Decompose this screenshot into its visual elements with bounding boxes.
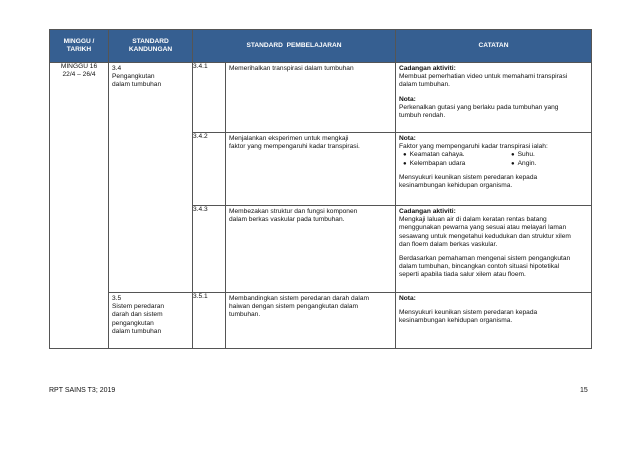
sp-line: Menjalankan eksperimen untuk mengkaji: [229, 135, 349, 142]
header-sk-line2: KANDUNGAN: [128, 46, 173, 53]
header-catatan: CATATAN: [396, 30, 592, 63]
nota-line: tumbuh rendah.: [399, 112, 446, 120]
standard-kandungan-3-5: [109, 293, 193, 349]
sk-code: 3.5: [112, 295, 122, 302]
catatan-cell: [396, 133, 592, 206]
table-row: [50, 63, 592, 133]
sp-description: [226, 133, 396, 206]
cadangan-line: dalam tumbuhan.: [399, 81, 450, 89]
header-minggu-line1: MINGGU /: [63, 38, 95, 45]
cadangan-line: Membuat pemerhatian video untuk memahami transpirasi: [399, 73, 568, 81]
nota-title: Nota:: [399, 295, 416, 302]
sk-title-line: Sistem peredaran: [112, 303, 165, 311]
header-standard-kandungan: [109, 30, 193, 63]
sp-description: [226, 206, 396, 293]
cadangan-title: Cadangan aktiviti:: [399, 208, 456, 215]
sk-title-line: Pengangkutan: [112, 73, 155, 81]
sk-title-line: dalam tumbuhan: [112, 327, 162, 335]
sk-title-line: dalam tumbuhan: [112, 81, 162, 89]
header-minggu: [50, 30, 109, 63]
sp-line: Memerihalkan transpirasi dalam tumbuhan: [229, 65, 354, 72]
catatan-cell: [396, 206, 592, 293]
sk-code: 3.4: [112, 65, 122, 72]
bullet-icon: ●: [511, 160, 515, 167]
sp-line: Membezakan struktur dan fungsi komponen: [229, 208, 358, 215]
sp-number: 3.4.3: [193, 206, 226, 293]
footer-document-title: RPT SAINS T3; 2019: [49, 387, 116, 394]
sp-number: 3.5.1: [193, 293, 226, 349]
catatan-cell: [396, 293, 592, 349]
sk-title-line: darah dan sistem: [112, 311, 163, 319]
nota-line: kesinambungan kehidupan organisma.: [399, 182, 513, 190]
footer-page-number: 15: [580, 387, 588, 394]
note-line: seperti apabila tiada salur xilem atau floem.: [399, 271, 526, 279]
table-row: [50, 293, 592, 349]
standard-kandungan-3-4: [109, 63, 193, 293]
bullet-item: Kelembapan udara: [409, 159, 466, 167]
week-label: MINGGU 16: [60, 63, 98, 70]
sp-number: 3.4.1: [193, 63, 226, 133]
week-dates: 22/4 – 26/4: [62, 71, 96, 79]
bullet-item: Suhu.: [517, 151, 535, 159]
sp-line: tumbuhan.: [229, 311, 261, 319]
cadangan-line: menggunakan pewarna yang sesuai atau melayari laman: [399, 224, 567, 232]
bullet-icon: ●: [403, 152, 407, 159]
nota-title: Nota:: [399, 95, 416, 103]
cadangan-line: Mengkaji laluan air di dalam keratan rentas batang: [399, 216, 547, 224]
bullet-item: Keamatan cahaya.: [409, 151, 465, 159]
sp-number: 3.4.2: [193, 133, 226, 206]
nota-line: kesinambungan kehidupan organisma.: [399, 317, 513, 325]
header-row: [50, 30, 592, 63]
note-line: dalam tumbuhan, bincangkan contoh situasi hipotetikal: [399, 263, 560, 271]
nota-line: Mensyukuri keunikan sistem peredaran kepada: [399, 173, 538, 181]
nota-line: Perkenalkan gutasi yang berlaku pada tumbuhan yang: [399, 103, 559, 111]
cadangan-line: dan floem dalam berkas vaskular.: [399, 240, 498, 248]
cadangan-title: Cadangan aktiviti:: [399, 65, 456, 72]
cadangan-line: sesawang untuk mengetahui kedudukan dan struktur xilem: [399, 232, 571, 240]
header-sk-line1: STANDARD: [132, 38, 169, 45]
sk-title-line: pengangkutan: [112, 319, 154, 327]
sp-description: [226, 63, 396, 133]
sp-line: dalam berkas vaskular pada tumbuhan.: [229, 216, 345, 224]
bullet-item: Angin.: [517, 159, 537, 167]
header-minggu-line2: TARIKH: [66, 46, 92, 53]
sp-line: haiwan dengan sistem pengangkutan dalam: [229, 303, 359, 311]
week-cell: [50, 63, 109, 349]
sp-description: [226, 293, 396, 349]
rpt-table: [49, 29, 592, 349]
sp-line: Membandingkan sistem peredaran darah dalam: [229, 295, 370, 302]
sp-line: faktor yang mempengaruhi kadar transpirasi.: [229, 143, 360, 151]
nota-title: Nota:: [399, 135, 416, 142]
nota-line: Mensyukuri keunikan sistem peredaran kepada: [399, 309, 538, 317]
header-standard-pembelajaran: STANDARD PEMBELAJARAN: [193, 30, 396, 63]
note-line: Berdasarkan pemahaman mengenai sistem pengangkutan: [399, 255, 571, 263]
nota-intro: Faktor yang mempengaruhi kadar transpirasi ialah:: [399, 143, 548, 151]
bullet-icon: ●: [511, 152, 515, 159]
bullet-icon: ●: [403, 160, 407, 167]
catatan-cell: [396, 63, 592, 133]
